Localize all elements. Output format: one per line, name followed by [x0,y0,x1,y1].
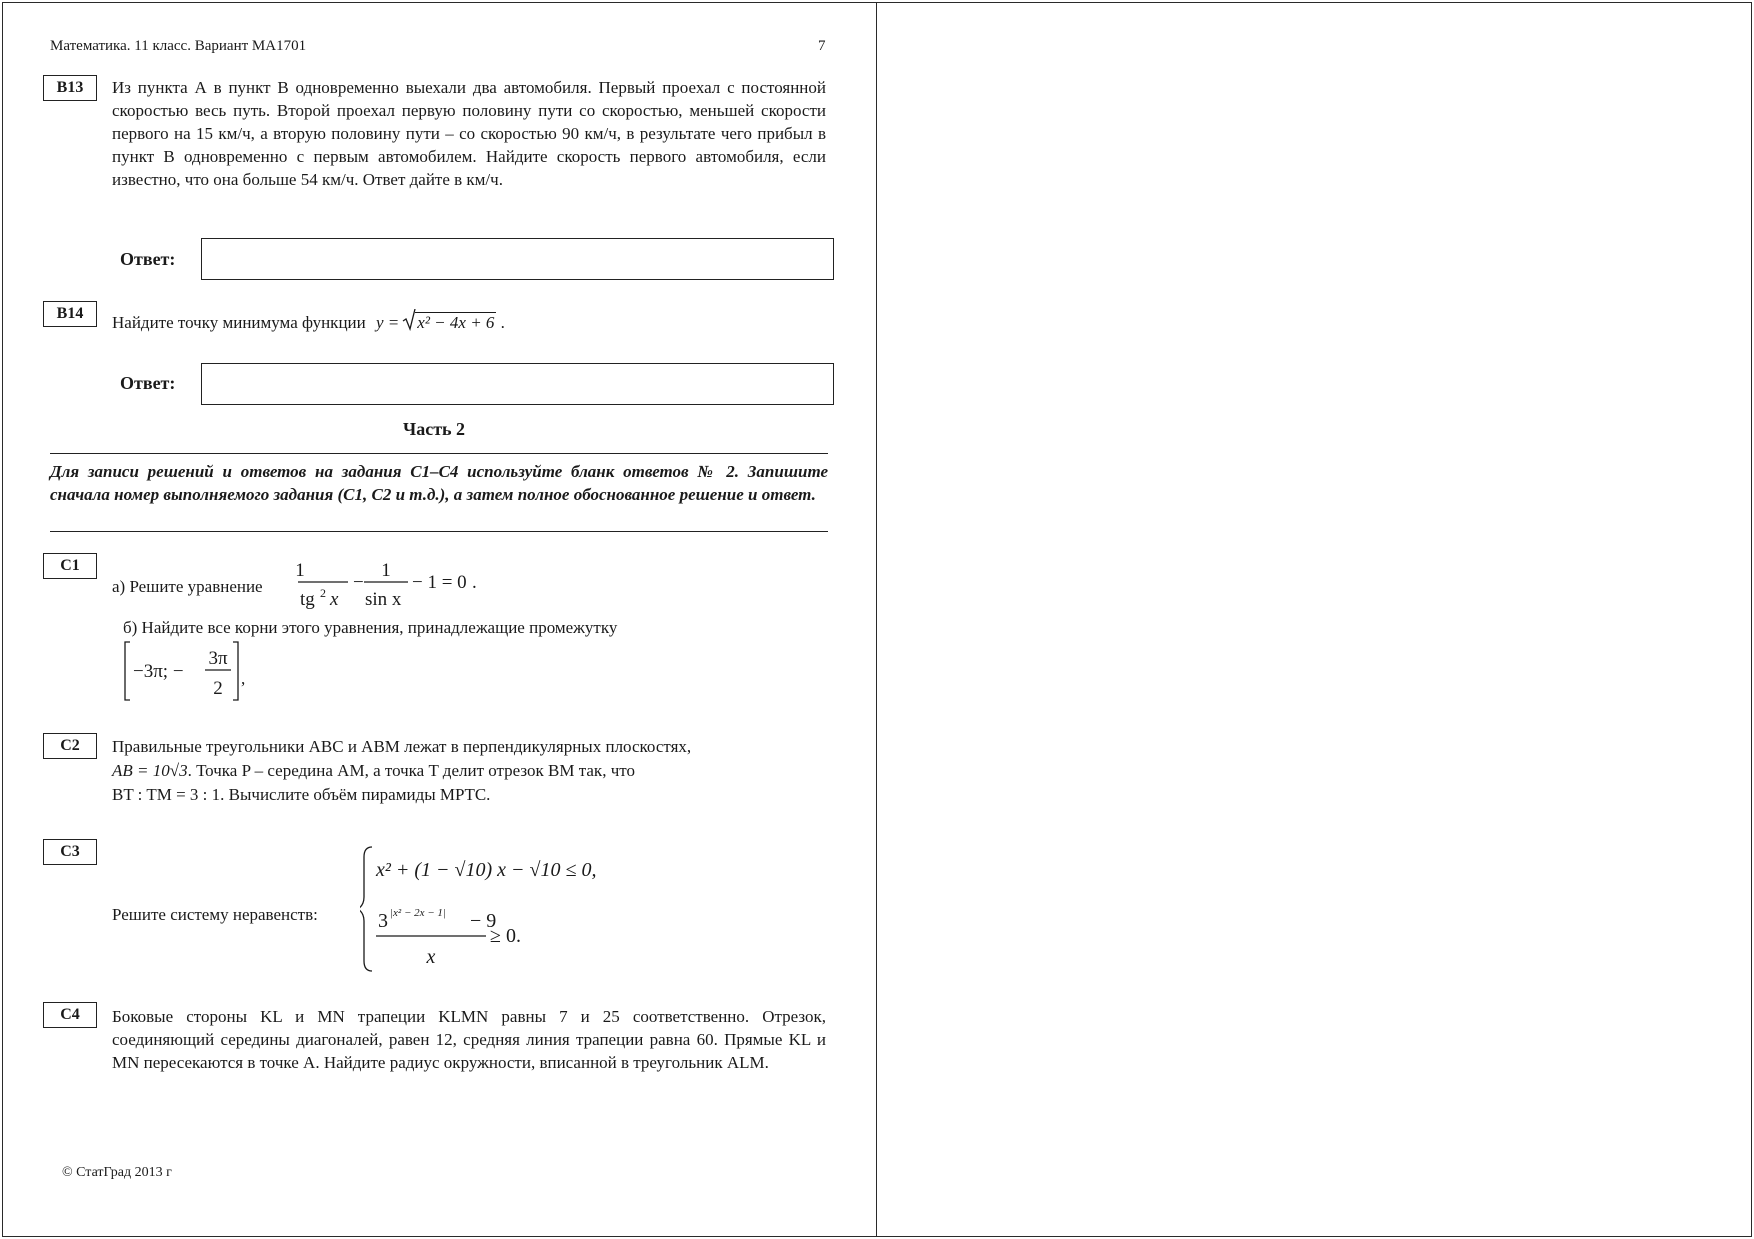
c3-numerator-exponent: |x² − 2x − 1| [390,907,446,919]
part-2-title: Часть 2 [403,419,466,439]
b14-radical [402,311,496,334]
c3-denominator: x [426,946,436,968]
page-number: 7 [818,38,826,54]
footer-copyright: © СтатГрад 2013 г [62,1165,172,1180]
c1-equation [110,555,490,615]
c2-line-2-math: AB = 10√3 [112,761,188,780]
c1-denominator-1: tg [300,589,315,610]
task-tag-c2: C2 [43,733,97,759]
task-c4-text: Боковые стороны KL и MN трапеции KLMN равны 7 и 25 соответственно. Отрезок, соединяющий середины диагоналей, равен 12, средняя линия трапеции равна 60. Прямые KL и MN пересекаются в точке A. Найдите радиус окружности, вписанной в треугольник ALM. [112,1007,826,1072]
c1-numerator-2: 1 [381,560,391,581]
c2-line-1: Правильные треугольники ABC и ABM лежат в перпендикулярных плоскостях, [112,737,692,756]
c1-interval [123,638,263,704]
c3-numerator-base: 3 [378,910,388,932]
c1-denominator-2: sin x [365,589,402,610]
c1-denominator-1-power: 2 [320,586,326,600]
c1-denominator-1-var: x [330,589,339,610]
left-bracket-icon [125,642,130,700]
c3-label: Решите систему неравенств: [112,905,318,924]
task-b14-text: Найдите точку минимума функции [112,313,366,332]
c1-minus: − [353,572,364,593]
b14-formula-lhs: y = [376,313,400,332]
b14-answer-field[interactable] [201,363,834,405]
c1-period: . [472,572,477,593]
part-2-instructions: Для записи решений и ответов на задания С1–С4 используйте бланк ответов № 2. Запишите сначала номер выполняемого задания (С1, С2 и т.д.), а затем полное обоснованное решение и ответ. [50,462,828,504]
c3-inequality-1: x² + (1 − √10) x − √10 ≤ 0, [376,859,597,881]
task-tag-b14: B14 [43,301,97,327]
b13-answer-label: Ответ: [120,249,176,269]
task-tag-c3: C3 [43,839,97,865]
right-page [876,2,1752,1237]
c1-equation-tail: − 1 = 0 [412,572,467,593]
c3-system [360,843,680,975]
c1-part-a-label: а) Решите уравнение [112,577,263,596]
c3-relation: ≥ 0. [490,925,521,947]
c2-line-2-text: . Точка P – середина AM, а точка T делит отрезок BM так, что [187,761,635,780]
c3-numerator-tail: − 9 [470,910,497,932]
task-b14-line: Найдите точку минимума функции y = x² − 4x + 6 . [112,311,826,334]
c2-line-3: BT : TM = 3 : 1. Вычислите объём пирамиды MPTC. [112,785,491,804]
divider-top [50,453,828,454]
b14-radicand: x² − 4x + 6 [417,313,495,332]
c1-interval-denominator: 2 [213,678,223,699]
task-tag-c1: C1 [43,553,97,579]
c2-line-2 [112,759,826,783]
divider-bottom [50,531,828,532]
c1-interval-numerator: 3π [208,648,228,669]
c1-interval-comma: , [241,669,246,688]
task-tag-c4: C4 [43,1002,97,1028]
task-c2-text [112,735,826,807]
task-b13-text: Из пункта А в пункт В одновременно выехали два автомобиля. Первый проехал с постоянной скоростью весь путь. Второй проехал первую половину пути со скоростью, меньшей скорости первого на 15 км/ч, а вторую половину пути – со скоростью 90 км/ч, в результате чего прибыл в пункт В одновременно с первым автомобилем. Найдите скорость первого автомобиля, если известно, что она больше 54 км/ч. Ответ дайте в км/ч. [112,78,826,189]
radical-sign-icon [402,309,416,331]
task-tag-b13: B13 [43,75,97,101]
b14-answer-label: Ответ: [120,373,176,393]
page-header-title: Математика. 11 класс. Вариант МА1701 [50,38,307,54]
b13-answer-field[interactable] [201,238,834,280]
system-brace-icon [360,847,372,971]
right-bracket-icon [233,642,238,700]
c1-interval-left: −3π; − [133,661,184,682]
c1-part-b-text: б) Найдите все корни этого уравнения, принадлежащие промежутку [123,618,618,637]
c1-numerator-1: 1 [295,560,305,581]
